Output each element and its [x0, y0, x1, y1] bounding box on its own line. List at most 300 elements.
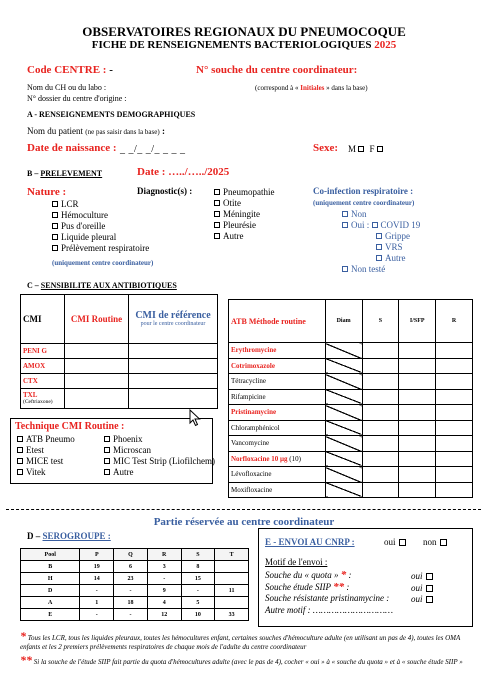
atb-diam-cell[interactable] — [325, 374, 362, 390]
cnrp-oui[interactable] — [384, 537, 406, 547]
atb-diam-cell[interactable] — [325, 358, 362, 374]
section-c-title: SENSIBILITE AUX ANTIBIOTIQUES — [40, 281, 177, 290]
atb-result-cell[interactable] — [362, 436, 399, 452]
sero-title: SEROGROUPE : — [42, 531, 111, 541]
cnrp-non-label: non — [423, 537, 437, 547]
atb-row — [229, 451, 473, 467]
cnrp-non[interactable] — [423, 537, 447, 547]
nom-patient-label[interactable] — [27, 126, 165, 136]
cnrp-oui-label: oui — [384, 537, 396, 547]
atb-row — [229, 436, 473, 452]
cmi-ref-header-cell — [129, 295, 218, 344]
serogroupe-heading — [27, 531, 111, 541]
nature-item[interactable] — [52, 232, 149, 243]
serogroupe-table — [20, 548, 249, 621]
motif-item-star: * — [340, 569, 347, 581]
sero-cell: 14 — [80, 573, 114, 585]
nom-patient-note: (ne pas saisir dans la base) — [85, 128, 160, 136]
diagnostic-list — [214, 187, 275, 242]
sero-cell: - — [114, 585, 148, 597]
form-title: OBSERVATOIRES REGIONAUX DU PNEUMOCOQUE — [82, 24, 406, 39]
technique-checkbox[interactable] — [17, 469, 23, 475]
form-subtitle — [0, 39, 488, 51]
atb-body — [229, 343, 473, 498]
atb-row-label — [229, 374, 326, 390]
atb-header: ATB Méthode routine — [229, 300, 326, 343]
sero-prefix: D – — [27, 531, 43, 541]
sero-pool-cell: A — [21, 597, 80, 609]
motif-dots: ………………………… — [312, 604, 393, 615]
atb-diam-cell[interactable] — [325, 436, 362, 452]
sero-col: Q — [114, 549, 148, 561]
sero-cell: 4 — [147, 597, 181, 609]
coinfection-label: Co-infection respiratoire : — [313, 186, 414, 196]
cmi-header-row — [21, 295, 218, 344]
atb-result-cell[interactable] — [436, 420, 473, 436]
diagnostic-item[interactable] — [214, 187, 275, 198]
cmi-routine-cell[interactable] — [65, 389, 129, 409]
atb-diam-cell[interactable] — [325, 420, 362, 436]
atb-diam-cell[interactable] — [325, 405, 362, 421]
technique-item-label: Etest — [26, 445, 44, 455]
technique-checkbox[interactable] — [104, 469, 110, 475]
motif-oui-list — [411, 571, 433, 606]
cmi-ref-note-1: pour le — [140, 320, 158, 327]
technique-checkbox[interactable] — [104, 447, 110, 453]
diagnostic-item-label: Pneumopathie — [223, 187, 275, 197]
atb-row-label-text: Erythromycine — [231, 346, 277, 355]
sero-cell — [215, 573, 249, 585]
atb-result-cell[interactable] — [362, 343, 399, 359]
atb-result-cell[interactable] — [399, 374, 436, 390]
atb-result-cell[interactable] — [399, 343, 436, 359]
atb-result-cell[interactable] — [436, 358, 473, 374]
oui-item[interactable] — [342, 253, 420, 264]
atb-row-label-text: Moxifloxacine — [231, 485, 273, 494]
nom-patient-colon: : — [161, 126, 165, 136]
technique-checkbox[interactable] — [17, 458, 23, 464]
diagnostic-item[interactable] — [214, 209, 275, 220]
atb-result-cell[interactable] — [436, 436, 473, 452]
mouse-cursor-icon — [189, 409, 202, 427]
motif-item[interactable] — [265, 605, 393, 617]
sero-cell: 33 — [215, 609, 249, 621]
footnote-2-text: Si la souche de l'étude SIIP fait partie du quota d'hémocultures adulte (avec le pas de 4), cocher « oui » à « souche du quota » et à « souche étude SIIP » — [33, 658, 463, 666]
sero-body — [21, 561, 249, 621]
technique-item[interactable] — [104, 434, 215, 445]
atb-row-label — [229, 405, 326, 421]
sero-row — [21, 573, 249, 585]
coinfection-non-teste[interactable] — [342, 264, 420, 275]
atb-row-label — [229, 358, 326, 374]
atb-row-label-text: Vancomycine — [231, 439, 270, 448]
code-centre-label — [27, 64, 113, 76]
atb-row-label — [229, 436, 326, 452]
nature-item-label: Prélèvement respiratoire — [61, 243, 150, 253]
atb-result-cell[interactable] — [399, 420, 436, 436]
motif-item-star: ** — [333, 580, 345, 593]
coinfection-options — [342, 209, 420, 275]
section-b-title: PRELEVEMENT — [40, 169, 103, 178]
form-subtitle-year: 2025 — [374, 39, 397, 51]
motif-item[interactable] — [265, 582, 393, 594]
technique-item[interactable] — [104, 467, 215, 478]
atb-col-s: S — [362, 300, 399, 343]
atb-row-label-text: Chloramphénicol — [231, 423, 280, 432]
atb-header-row — [229, 300, 473, 343]
atb-row-label-text: Rifampicine — [231, 392, 266, 401]
atb-row-suffix: (10) — [287, 454, 301, 463]
sero-row — [21, 609, 249, 621]
motif-item-label: Souche résistante pristinamycine : — [265, 593, 390, 603]
atb-result-cell[interactable] — [436, 482, 473, 498]
atb-result-cell[interactable] — [399, 389, 436, 405]
atb-row-label-text: Pristinamycine — [231, 408, 277, 417]
cmi-row — [21, 389, 218, 409]
oui-item-label: Grippe — [385, 231, 410, 241]
oui-item-checkbox[interactable] — [376, 255, 382, 261]
initiales-text: Initiales — [300, 84, 325, 92]
cmi-ref-cell[interactable] — [129, 344, 218, 359]
reserved-title: Partie réservée au centre coordinateur — [153, 516, 335, 528]
date-naissance-field[interactable]: _ _/_ _/_ _ _ _ — [120, 144, 186, 155]
sero-cell: - — [114, 609, 148, 621]
technique-item[interactable] — [17, 445, 75, 456]
technique-checkbox[interactable] — [104, 458, 110, 464]
nature-checkbox[interactable] — [52, 201, 58, 207]
diagnostic-checkbox[interactable] — [214, 200, 220, 206]
atb-result-cell[interactable] — [399, 405, 436, 421]
sero-row — [21, 597, 249, 609]
cmi-row — [21, 374, 218, 389]
sero-row — [21, 561, 249, 573]
technique-item-label: MICE test — [26, 456, 64, 466]
atb-result-cell[interactable] — [436, 374, 473, 390]
atb-row-label-text: Tétracycline — [231, 377, 266, 386]
souche-number-label[interactable]: N° souche du centre coordinateur: — [196, 64, 358, 76]
atb-result-cell[interactable] — [436, 343, 473, 359]
motif-oui-checkbox[interactable] — [426, 596, 433, 603]
technique-col2 — [104, 434, 215, 478]
atb-row-label — [229, 451, 326, 467]
technique-col1 — [17, 434, 75, 478]
atb-result-cell[interactable] — [362, 420, 399, 436]
technique-item-label: Autre — [113, 467, 134, 477]
atb-result-cell[interactable] — [436, 451, 473, 467]
cmi-row — [21, 344, 218, 359]
atb-result-cell[interactable] — [399, 451, 436, 467]
atb-diam-cell[interactable] — [325, 389, 362, 405]
oui-item[interactable] — [342, 242, 420, 253]
sero-cell: - — [181, 585, 215, 597]
motif-oui-checkbox[interactable] — [426, 585, 433, 592]
motif-oui[interactable] — [411, 571, 433, 583]
footnote-1-text: Tous les LCR, tous les liquides pleuraux, toutes les hémocultures enfant, certaines souches d'hémoculture adulte (en utilisant un pas de 4), toutes les OMA enfants et les 2 premiers prélèvements respiratoires de chaque mois de l'adulte du centre coordinateur — [20, 634, 461, 651]
correspond-text: (correspond à « — [255, 84, 301, 92]
sero-cell — [215, 597, 249, 609]
atb-row — [229, 467, 473, 483]
sero-col: T — [215, 549, 249, 561]
motif-item-suffix: : — [346, 570, 352, 580]
sero-cell: 1 — [80, 597, 114, 609]
oui-item-checkbox[interactable] — [372, 222, 378, 228]
section-b-heading — [27, 169, 102, 178]
nature-note: (uniquement centre coordinateur) — [52, 259, 154, 267]
nature-item[interactable] — [52, 221, 149, 232]
oui-item[interactable] — [342, 231, 420, 242]
atb-table — [228, 299, 473, 498]
nature-label: Nature : — [27, 186, 67, 198]
sero-col: S — [181, 549, 215, 561]
section-a-heading: A - RENSEIGNEMENTS DEMOGRAPHIQUES — [27, 110, 196, 119]
nom-patient-text: Nom du patient — [27, 126, 83, 136]
nature-checkbox[interactable] — [52, 212, 58, 218]
atb-result-cell[interactable] — [362, 451, 399, 467]
atb-result-cell[interactable] — [399, 358, 436, 374]
sexe-options — [348, 144, 386, 154]
sero-pool-cell: H — [21, 573, 80, 585]
motif-oui-label: oui — [411, 594, 423, 604]
motif-oui-label: oui — [411, 571, 423, 581]
atb-row-label-text: Norfloxacine 10 µg — [231, 454, 288, 463]
cmi-table — [20, 294, 218, 409]
coinfection-non[interactable] — [342, 209, 420, 220]
oui-item-checkbox[interactable] — [376, 244, 382, 250]
atb-diam-cell[interactable] — [325, 451, 362, 467]
cnrp-label — [265, 537, 355, 547]
atb-row-label — [229, 420, 326, 436]
atb-row — [229, 358, 473, 374]
oui-item-label: COVID 19 — [380, 220, 421, 230]
atb-row — [229, 420, 473, 436]
non-teste-checkbox[interactable] — [342, 266, 348, 272]
coinfection-note: (uniquement centre coordinateur) — [313, 199, 415, 207]
nature-item-label: LCR — [61, 199, 79, 209]
coinfection-oui-checkbox[interactable] — [342, 222, 348, 228]
separator-dashed — [6, 509, 481, 510]
atb-row-label-text: Lévofloxacine — [231, 470, 272, 479]
sero-cell: 11 — [215, 585, 249, 597]
nature-item-label: Liquide pleural — [61, 232, 117, 242]
sero-col: P — [80, 549, 114, 561]
atb-diam-cell[interactable] — [325, 482, 362, 498]
technique-checkbox[interactable] — [104, 436, 110, 442]
cnrp-label-text: E - ENVOI AU CNRP : — [265, 537, 355, 547]
motif-list — [265, 570, 393, 616]
technique-checkbox[interactable] — [17, 447, 23, 453]
motif-oui[interactable] — [411, 594, 433, 606]
diagnostic-item[interactable] — [214, 220, 275, 231]
sexe-f-label: F — [369, 144, 375, 154]
atb-row-label — [229, 482, 326, 498]
atb-diam-cell[interactable] — [325, 467, 362, 483]
atb-result-cell[interactable] — [399, 467, 436, 483]
cmi-routine-cell[interactable] — [65, 374, 129, 389]
diagnostic-item-label: Pleurésie — [223, 220, 256, 230]
atb-col-isfp: I/SFP — [399, 300, 436, 343]
atb-row-label-text: Cotrimoxazole — [231, 361, 275, 370]
cmi-ref-header: CMI de référence — [135, 309, 211, 321]
atb-row-label — [229, 467, 326, 483]
sero-pool-cell: D — [21, 585, 80, 597]
section-c-heading — [27, 281, 177, 290]
footnote-1 — [20, 629, 472, 652]
atb-row — [229, 405, 473, 421]
technique-item-label: ATB Pneumo — [26, 434, 75, 444]
nature-list — [52, 199, 149, 254]
atb-result-cell[interactable] — [436, 405, 473, 421]
sero-cell: - — [80, 609, 114, 621]
atb-result-cell[interactable] — [362, 374, 399, 390]
technique-item-label: Microscan — [113, 445, 151, 455]
technique-item[interactable] — [17, 456, 75, 467]
sero-cell: 19 — [80, 561, 114, 573]
sero-cell: 12 — [147, 609, 181, 621]
cmi-routine-header: CMI Routine — [65, 295, 129, 344]
nature-checkbox[interactable] — [52, 234, 58, 240]
atb-row — [229, 343, 473, 359]
atb-result-cell[interactable] — [399, 436, 436, 452]
atb-result-cell[interactable] — [399, 482, 436, 498]
prelevement-date[interactable]: Date : …../…../2025 — [137, 166, 230, 178]
atb-result-cell[interactable] — [362, 389, 399, 405]
nature-item[interactable] — [52, 210, 149, 221]
cmi-routine-cell[interactable] — [65, 344, 129, 359]
cmi-row-label: AMOX — [21, 359, 65, 374]
form-subtitle-text: FICHE DE RENSEIGNEMENTS BACTERIOLOGIQUES — [91, 39, 372, 51]
atb-row — [229, 482, 473, 498]
technique-item-label: Phoenix — [113, 434, 143, 444]
sero-cell: 6 — [114, 561, 148, 573]
nature-item[interactable] — [52, 243, 149, 254]
motif-oui[interactable] — [411, 583, 433, 595]
sero-pool-cell: B — [21, 561, 80, 573]
technique-item-label: MIC Test Strip (Liofilchem) — [113, 456, 215, 466]
footnote-1-star: * — [20, 629, 26, 643]
sero-cell: 10 — [181, 609, 215, 621]
atb-result-cell[interactable] — [362, 482, 399, 498]
technique-checkbox[interactable] — [17, 436, 23, 442]
cmi-routine-cell[interactable] — [65, 359, 129, 374]
technique-item[interactable] — [17, 467, 75, 478]
diagnostic-checkbox[interactable] — [214, 211, 220, 217]
atb-result-cell[interactable] — [436, 467, 473, 483]
diagnostic-checkbox[interactable] — [214, 222, 220, 228]
sexe-m-label: M — [348, 144, 357, 154]
diagnostic-item[interactable] — [214, 198, 275, 209]
technique-label: Technique CMI Routine : — [15, 421, 125, 432]
oui-item-checkbox[interactable] — [376, 233, 382, 239]
sero-cell — [215, 561, 249, 573]
atb-diam-cell[interactable] — [325, 343, 362, 359]
correspond-note — [255, 84, 368, 92]
motif-item-label: Souche étude SIIP — [265, 581, 331, 592]
oui-item-label: Autre — [385, 253, 406, 263]
technique-item[interactable] — [104, 445, 215, 456]
motif-item[interactable] — [265, 570, 393, 582]
atb-row-label — [229, 343, 326, 359]
sero-cell: - — [80, 585, 114, 597]
technique-item-label: Vitek — [26, 467, 46, 477]
coinfection-oui[interactable] — [342, 220, 420, 231]
cmi-row-note: (Ceftriaxone) — [23, 398, 53, 405]
sero-header-row — [21, 549, 249, 561]
atb-row — [229, 389, 473, 405]
nom-ch-label[interactable]: Nom du CH ou du labo : — [27, 83, 107, 92]
coinfection-oui-label: Oui : — [351, 220, 370, 230]
atb-result-cell[interactable] — [436, 389, 473, 405]
nature-item[interactable] — [52, 199, 149, 210]
motif-item[interactable] — [265, 593, 393, 605]
atb-result-cell[interactable] — [362, 358, 399, 374]
correspond-end-text: » dans la base) — [324, 84, 368, 92]
atb-row-label — [229, 389, 326, 405]
sero-row — [21, 585, 249, 597]
sero-cell: 18 — [114, 597, 148, 609]
cmi-row-label-cell — [21, 389, 65, 409]
cmi-ref-cell[interactable] — [129, 389, 218, 409]
cnrp-oui-checkbox[interactable] — [399, 539, 406, 546]
nature-checkbox[interactable] — [52, 223, 58, 229]
footnote-2 — [20, 653, 472, 667]
motif-oui-checkbox[interactable] — [426, 573, 433, 580]
cnrp-non-checkbox[interactable] — [440, 539, 447, 546]
motif-item-label: Autre motif : — [265, 604, 311, 615]
atb-col-diam: Diam — [325, 300, 362, 343]
sero-cell: 5 — [181, 597, 215, 609]
oui-item-label: VRS — [385, 242, 403, 252]
diagnostic-checkbox[interactable] — [214, 233, 220, 239]
diagnostic-checkbox[interactable] — [214, 189, 220, 195]
sexe-m-checkbox[interactable] — [358, 146, 364, 152]
sexe-label: Sexe: — [313, 142, 339, 154]
non-teste-label: Non testé — [351, 264, 386, 274]
technique-item[interactable] — [17, 434, 75, 445]
cmi-ref-cell[interactable] — [129, 374, 218, 389]
dossier-label[interactable]: N° dossier du centre d'origine : — [27, 94, 127, 103]
nature-item-label: Pus d'oreille — [61, 221, 106, 231]
section-b-prefix: B – — [27, 169, 41, 178]
technique-item[interactable] — [104, 456, 215, 467]
coinfection-non-label: Non — [351, 209, 367, 219]
cmi-row-label: PENI G — [21, 344, 65, 359]
code-centre-text: Code CENTRE : — [27, 64, 107, 76]
date-naissance-label: Date de naissance : — [27, 142, 117, 154]
atb-result-cell[interactable] — [362, 467, 399, 483]
cmi-ref-cell[interactable] — [129, 359, 218, 374]
code-centre-value[interactable]: - — [109, 64, 113, 76]
cmi-row — [21, 359, 218, 374]
nature-checkbox[interactable] — [52, 245, 58, 251]
diagnostic-item[interactable] — [214, 231, 275, 242]
footnote-2-star: ** — [20, 653, 32, 667]
sero-cell: 23 — [114, 573, 148, 585]
cmi-header: CMI — [21, 295, 65, 344]
motif-item-label: Souche du « quota » — [265, 570, 339, 580]
sero-col: R — [147, 549, 181, 561]
coinfection-non-checkbox[interactable] — [342, 211, 348, 217]
atb-col-r: R — [436, 300, 473, 343]
sero-pool-cell: E — [21, 609, 80, 621]
atb-result-cell[interactable] — [362, 405, 399, 421]
section-c-prefix: C – — [27, 281, 41, 290]
sexe-f-checkbox[interactable] — [377, 146, 383, 152]
diagnostic-item-label: Méningite — [223, 209, 260, 219]
sero-cell: 8 — [181, 561, 215, 573]
atb-row — [229, 374, 473, 390]
motif-item-suffix: : — [344, 581, 350, 592]
sero-col-pool: Pool — [21, 549, 80, 561]
